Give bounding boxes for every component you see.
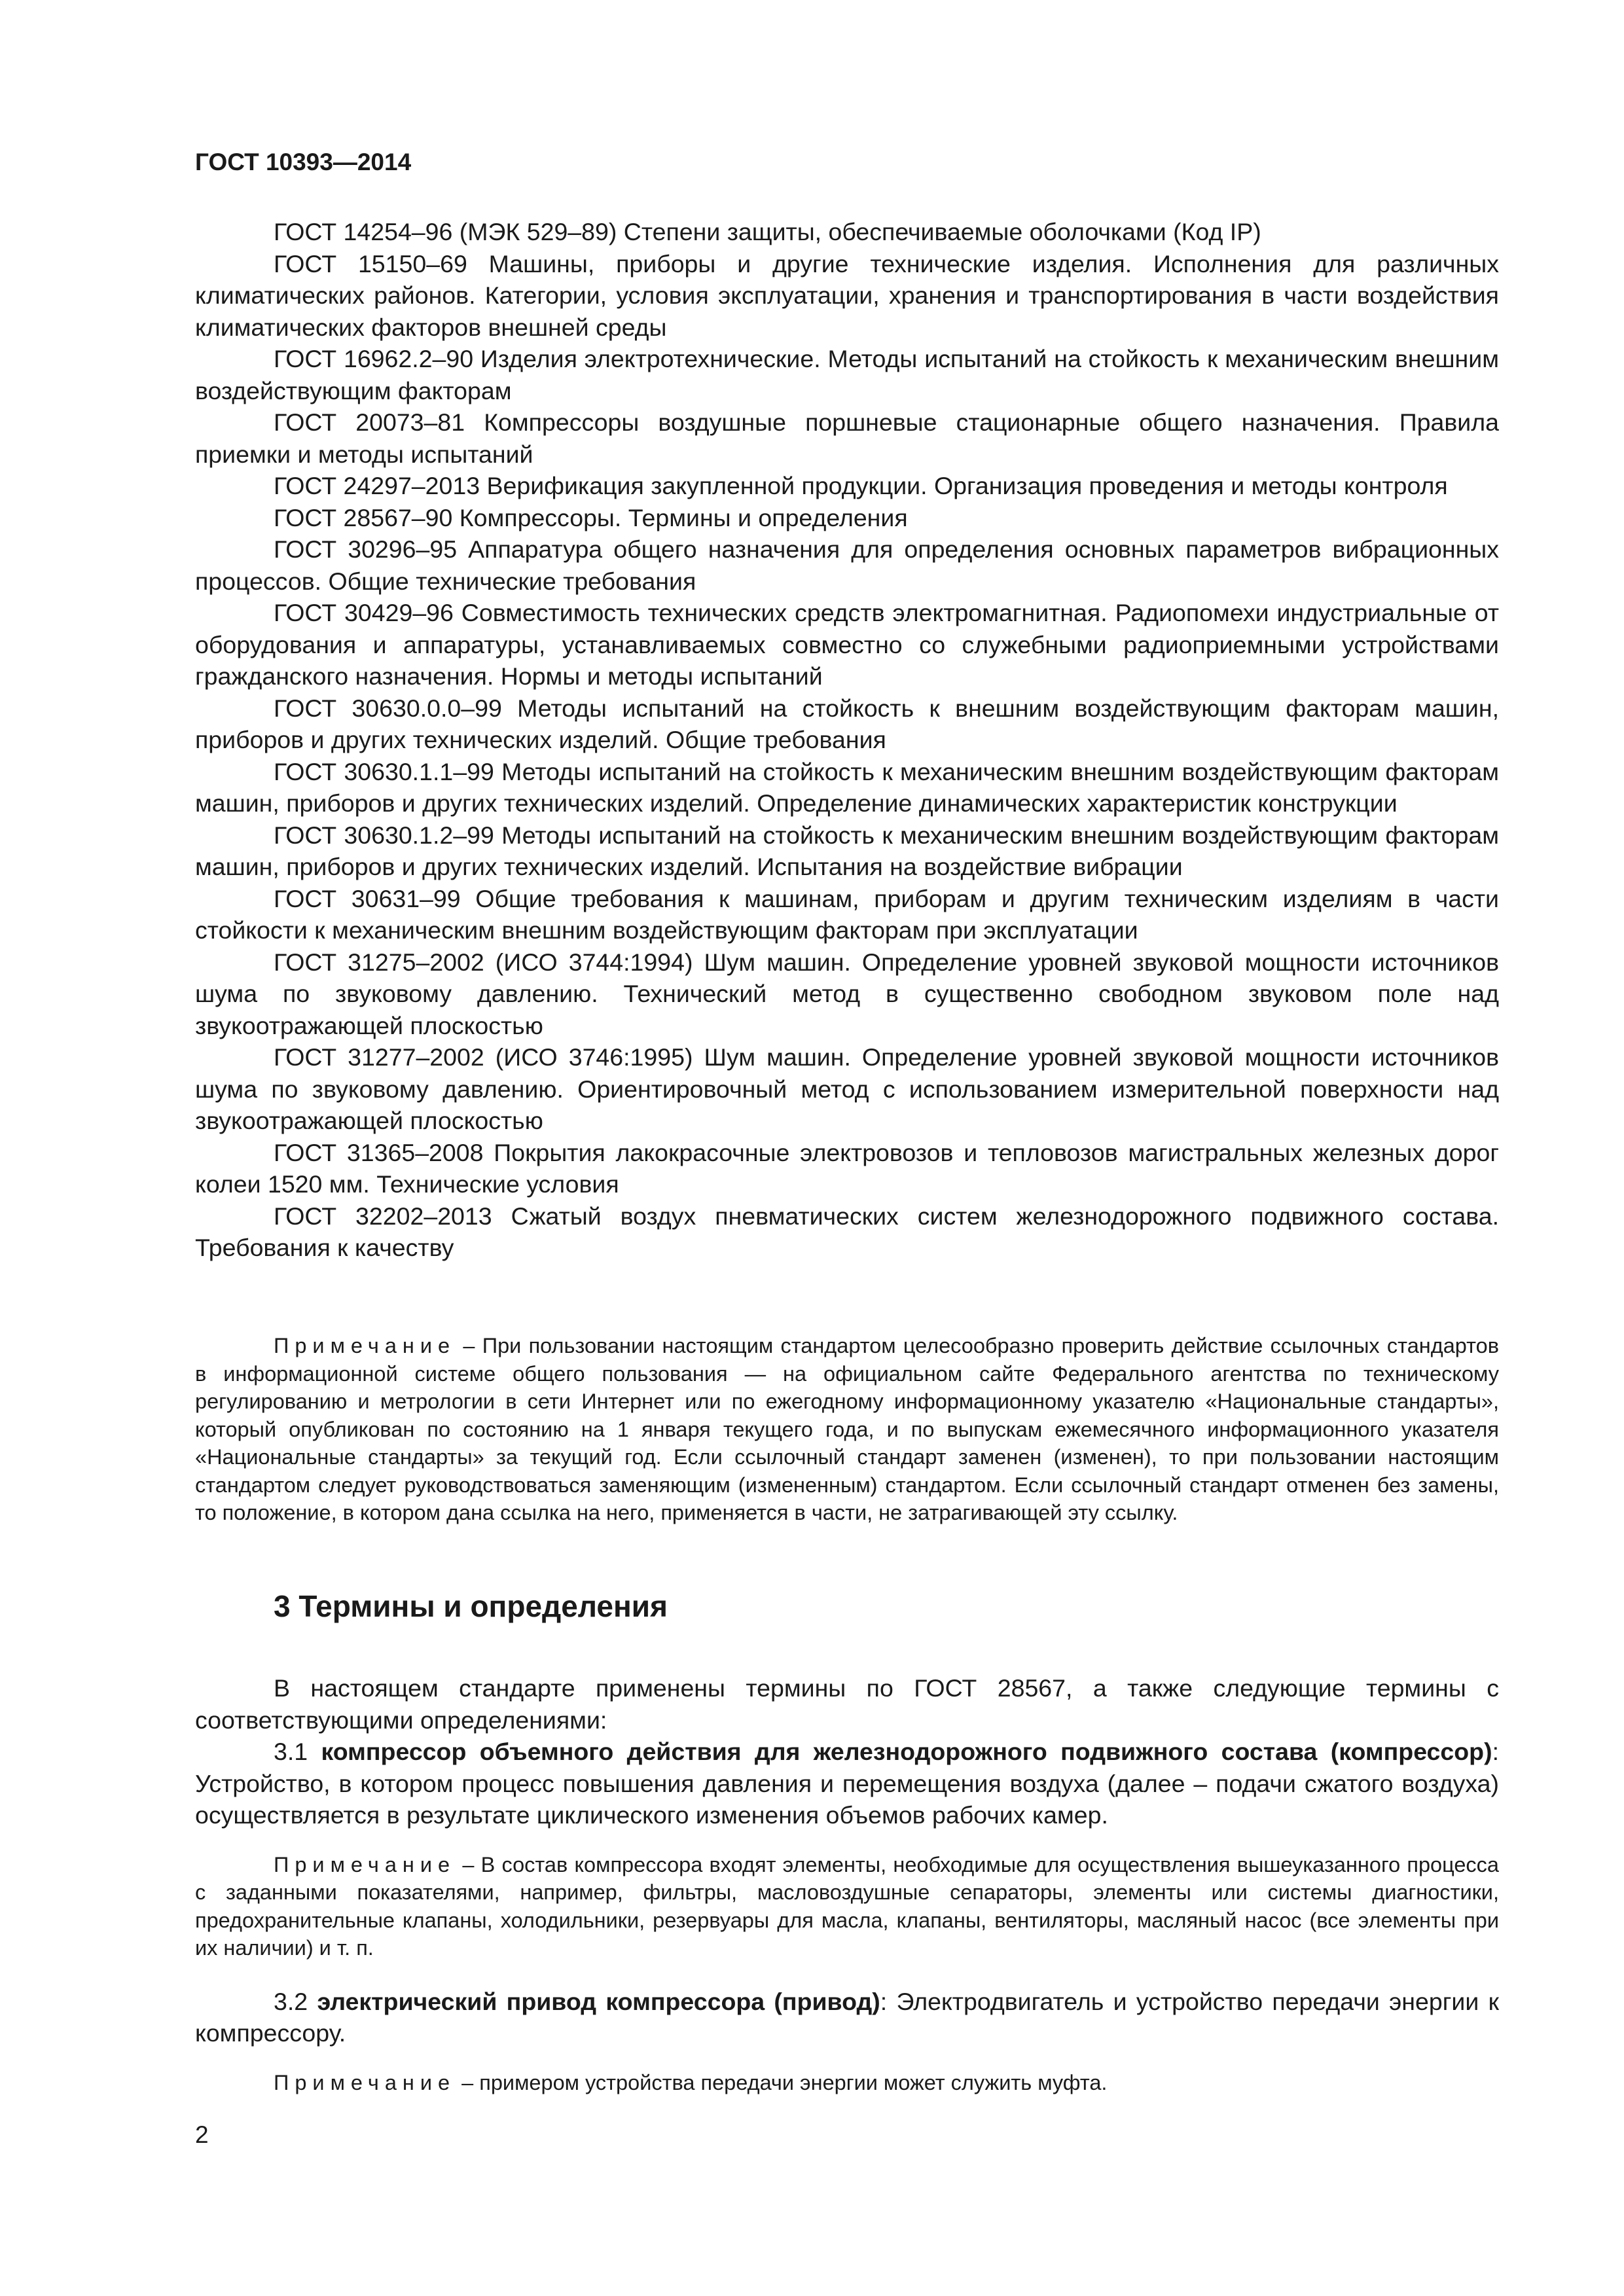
note-label: Примечание: [274, 1852, 456, 1876]
note-text: – При пользовании настоящим стандартом целесообразно проверить действие ссылочных стандартов в информационной системе общего пользования — на официальном сайте Федерального агентства по техническому регулированию и метрологии в сети Интернет или по ежегодному информационному указателю «Национальные стандарты», который опубликован по состоянию на 1 января текущего года, и по выпускам ежемесячного информационного указателя «Национальные стандарты» за текущий год. Если ссылочный стандарт заменен (изменен), то при пользовании настоящим стандартом следует руководствоваться заменяющим (измененным) стандартом. Если ссылочный стандарт отменен без замены, то положение, в котором дана ссылка на него, применяется в части, не затрагивающей эту ссылку.: [195, 1334, 1499, 1524]
reference-item: ГОСТ 16962.2–90 Изделия электротехнические. Методы испытаний на стойкость к механическим внешним воздействующим факторам: [195, 345, 1499, 404]
term-3-1-note: [195, 1851, 1499, 1962]
term-definition: : Устройство, в котором процесс повышения давления и перемещения воздуха (далее – подачи сжатого воздуха) осуществляется в результате циклического изменения объемов рабочих камер.: [195, 1738, 1499, 1829]
reference-item: ГОСТ 30630.1.2–99 Методы испытаний на стойкость к механическим внешним воздействующим факторам машин, приборов и других технических изделий. Испытания на воздействие вибрации: [195, 821, 1499, 880]
reference-item: ГОСТ 20073–81 Компрессоры воздушные поршневые стационарные общего назначения. Правила приемки и методы испытаний: [195, 408, 1499, 468]
term-3-2: [195, 1986, 1499, 2049]
reference-item: ГОСТ 31277–2002 (ИСО 3746:1995) Шум машин. Определение уровней звуковой мощности источников шума по звуковому давлению. Ориентировочный метод с использованием измерительной поверхности над звукоотражающей плоскостью: [195, 1043, 1499, 1134]
section-intro: В настоящем стандарте применены термины по ГОСТ 28567, а также следующие термины с соответствующими определениями:: [195, 1674, 1499, 1734]
reference-item: ГОСТ 15150–69 Машины, приборы и другие технические изделия. Исполнения для различных климатических районов. Категории, условия эксплуатации, хранения и транспортирования в части воздействия климатических факторов внешней среды: [195, 249, 1499, 341]
document-header: ГОСТ 10393—2014: [195, 149, 412, 175]
reference-item: ГОСТ 14254–96 (МЭК 529–89) Степени защиты, обеспечиваемые оболочками (Код IP): [274, 218, 1261, 245]
reference-item: ГОСТ 32202–2013 Сжатый воздух пневматических систем железнодорожного подвижного состава. Требования к качеству: [195, 1202, 1499, 1261]
term-3-1: [195, 1736, 1499, 1831]
references-note: [195, 1332, 1499, 1527]
term-3-2-note: [195, 2069, 1499, 2097]
note-text: – примером устройства передачи энергии может служить муфта.: [456, 2070, 1108, 2094]
page-number: 2: [195, 2121, 209, 2148]
term-definition: : Электродвигатель и устройство передачи энергии к компрессору.: [195, 1987, 1499, 2047]
note-text: – В состав компрессора входят элементы, необходимые для осуществления вышеуказанного процесса с заданными показателями, например, фильтры, масловоздушные сепараторы, элементы или системы диагностики, предохранительные клапаны, холодильники, резервуары для масла, клапаны, вентиляторы, масляный насос (все элементы при их наличии) и т. п.: [195, 1852, 1499, 1960]
reference-item: ГОСТ 24297–2013 Верификация закупленной продукции. Организация проведения и методы контроля: [274, 472, 1448, 499]
section-title: 3 Термины и определения: [274, 1589, 668, 1623]
term-number: 3.1: [274, 1738, 321, 1765]
term-name: компрессор объемного действия для железнодорожного подвижного состава (компрессор): [321, 1738, 1492, 1765]
reference-item: ГОСТ 30630.1.1–99 Методы испытаний на стойкость к механическим внешним воздействующим факторам машин, приборов и других технических изделий. Определение динамических характеристик конструкции: [195, 757, 1499, 817]
reference-item: ГОСТ 30296–95 Аппаратура общего назначения для определения основных параметров вибрационных процессов. Общие технические требования: [195, 535, 1499, 595]
term-number: 3.2: [274, 1987, 317, 2015]
reference-item: ГОСТ 30631–99 Общие требования к машинам, приборам и другим техническим изделиям в части стойкости к механическим внешним воздействующим факторам при эксплуатации: [195, 884, 1499, 944]
note-label: Примечание: [274, 1334, 456, 1357]
note-label: Примечание: [274, 2070, 456, 2094]
reference-item: ГОСТ 28567–90 Компрессоры. Термины и определения: [274, 503, 908, 531]
term-name: электрический привод компрессора (привод): [317, 1987, 880, 2015]
reference-item: ГОСТ 31275–2002 (ИСО 3744:1994) Шум машин. Определение уровней звуковой мощности источников шума по звуковому давлению. Технический метод в существенно свободном звуковом поле над звукоотражающей плоскостью: [195, 948, 1499, 1039]
terms-section: [195, 1672, 1499, 2096]
reference-item: ГОСТ 30429–96 Совместимость технических средств электромагнитная. Радиопомехи индустриальные от оборудования и аппаратуры, устанавливаемых совместно со служебными радиоприемными устройствами гражданского назначения. Нормы и методы испытаний: [195, 599, 1499, 690]
reference-item: ГОСТ 31365–2008 Покрытия лакокрасочные электровозов и тепловозов магистральных железных дорог колеи 1520 мм. Технические условия: [195, 1138, 1499, 1198]
reference-item: ГОСТ 30630.0.0–99 Методы испытаний на стойкость к внешним воздействующим факторам машин, приборов и других технических изделий. Общие требования: [195, 694, 1499, 753]
normative-references-list: [195, 216, 1499, 1264]
